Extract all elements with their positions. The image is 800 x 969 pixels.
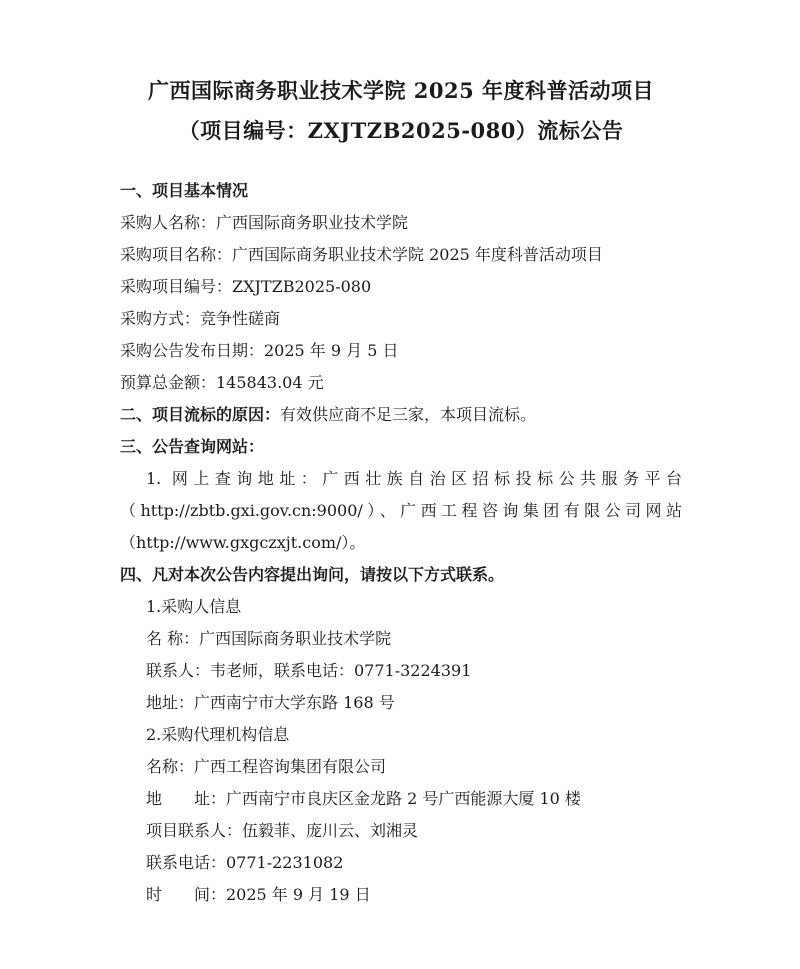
- document-body: [120, 175, 682, 911]
- document-title-line-1: 广西国际商务职业技术学院 2025 年度科普活动项目: [147, 78, 655, 103]
- agency-name: 名称：广西工程咨询集团有限公司: [146, 757, 387, 776]
- section2-heading-failure-reason: [120, 399, 682, 431]
- field-purchaser-name: 采购人名称：广西国际商务职业技术学院: [120, 213, 409, 232]
- notice-date: 时 间：2025 年 9 月 19 日: [146, 885, 371, 904]
- field-budget-total: 预算总金额：145843.04 元: [120, 373, 324, 392]
- field-project-name: 采购项目名称：广西国际商务职业技术学院 2025 年度科普活动项目: [120, 245, 603, 264]
- purchaser-info-label: 1.采购人信息: [146, 597, 242, 616]
- section4-heading-contact: 四、凡对本次公告内容提出询问，请按以下方式联系。: [120, 565, 505, 584]
- field-announcement-date: 采购公告发布日期：2025 年 9 月 5 日: [120, 341, 399, 360]
- agency-phone: 联系电话：0771-2231082: [146, 853, 344, 872]
- query-address-line-3: （http://www.gxgczxjt.com/）。: [120, 533, 366, 552]
- section3-heading-query-sites: 三、公告查询网站：: [120, 437, 265, 456]
- document-title: [120, 71, 682, 151]
- purchaser-name: 名 称：广西国际商务职业技术学院: [146, 629, 392, 648]
- purchaser-address: 地址：广西南宁市大学东路 168 号: [146, 693, 395, 712]
- field-procurement-method: 采购方式：竞争性磋商: [120, 309, 281, 328]
- section1-heading: 一、项目基本情况: [120, 181, 249, 200]
- query-address-line-2: （http://zbtb.gxi.gov.cn:9000/）、广西工程咨询集团有限公司网站: [120, 501, 682, 520]
- failure-reason-value: 有效供应商不足三家，本项目流标。: [280, 405, 537, 424]
- field-project-number: 采购项目编号：ZXJTZB2025-080: [120, 277, 372, 296]
- agency-contacts: 项目联系人：伍毅菲、庞川云、刘湘灵: [146, 821, 419, 840]
- purchaser-contact: 联系人：韦老师，联系电话：0771-3224391: [146, 661, 472, 680]
- failure-reason-label: 二、项目流标的原因：: [120, 405, 281, 424]
- query-address-line-1: 1. 网上查询地址：广西壮族自治区招标投标公共服务平台: [146, 469, 682, 488]
- agency-info-label: 2.采购代理机构信息: [146, 725, 290, 744]
- agency-address: 地 址：广西南宁市良庆区金龙路 2 号广西能源大厦 10 楼: [146, 789, 581, 808]
- document-title-line-2: （项目编号：ZXJTZB2025-080）流标公告: [178, 118, 624, 143]
